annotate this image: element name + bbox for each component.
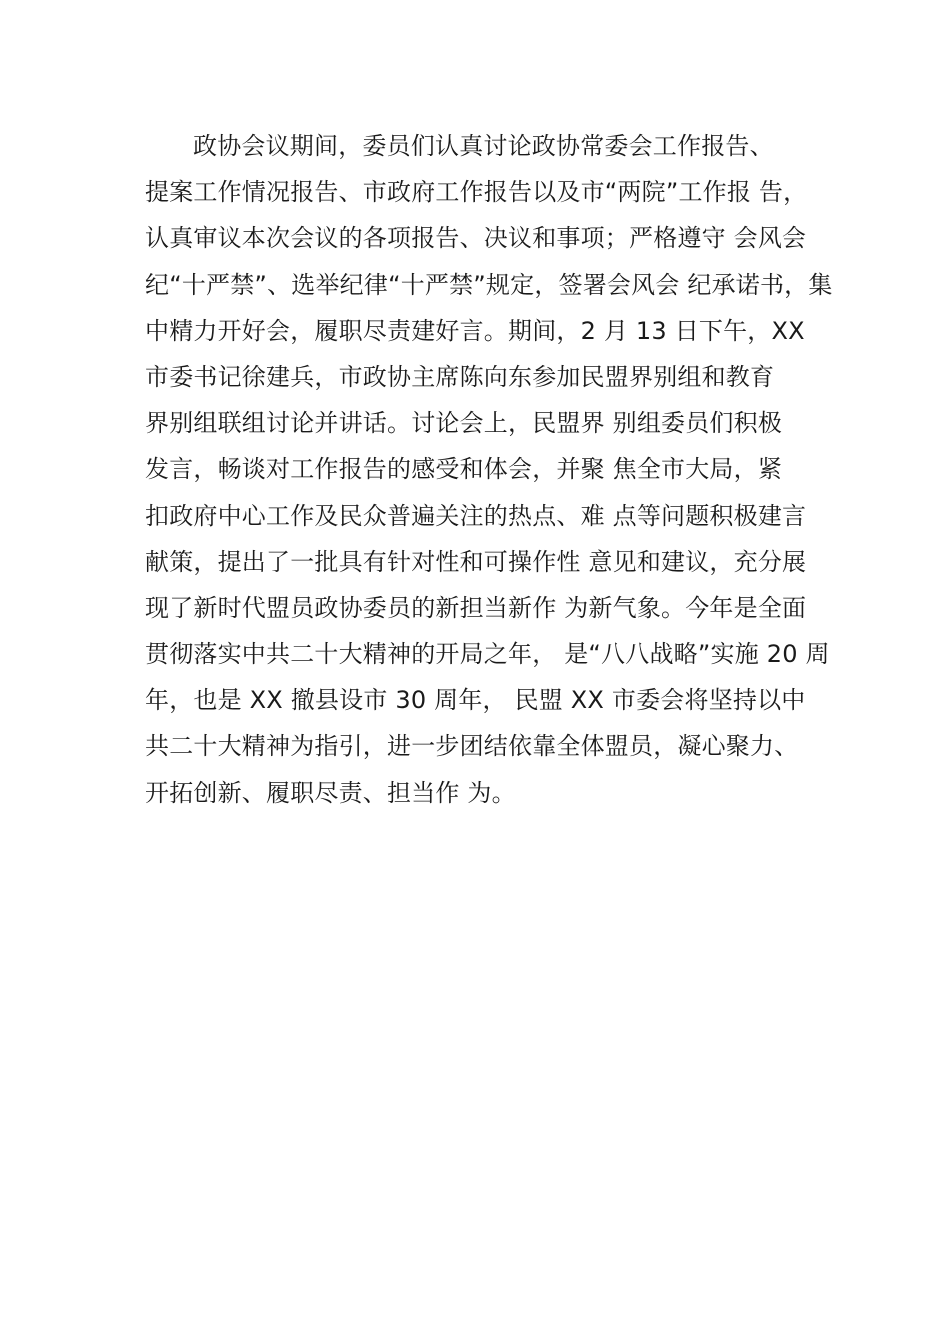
paragraph-line: 共二十大精神为指引，进一步团结依靠全体盟员，凝心聚力、 bbox=[145, 732, 799, 761]
body-paragraph bbox=[145, 123, 845, 816]
paragraph-line: 市委书记徐建兵，市政协主席陈向东参加民盟界别组和教育 bbox=[145, 362, 775, 391]
paragraph-line: 年，也是 XX 撤县设市 30 周年， 民盟 XX 市委会将坚持以中 bbox=[145, 686, 806, 715]
paragraph-line: 开拓创新、履职尽责、担当作 为。 bbox=[145, 778, 516, 807]
paragraph-line: 扣政府中心工作及民众普遍关注的热点、难 点等问题积极建言 bbox=[145, 501, 807, 530]
paragraph-line: 纪“十严禁”、选举纪律“十严禁”规定，签署会风会 纪承诺书，集 bbox=[145, 270, 833, 299]
paragraph-line: 中精力开好会，履职尽责建好言。期间，2 月 13 日下午，XX bbox=[145, 316, 805, 345]
paragraph-line: 发言，畅谈对工作报告的感受和体会，并聚 焦全市大局，紧 bbox=[145, 455, 783, 484]
paragraph-line: 献策，提出了一批具有针对性和可操作性 意见和建议，充分展 bbox=[145, 547, 807, 576]
paragraph-line: 提案工作情况报告、市政府工作报告以及市“两院”工作报 告， bbox=[145, 178, 808, 207]
paragraph-line: 贯彻落实中共二十大精神的开局之年， 是“八八战略”实施 20 周 bbox=[145, 640, 830, 669]
paragraph-line: 界别组联组讨论并讲话。讨论会上，民盟界 别组委员们积极 bbox=[145, 409, 783, 438]
paragraph-line: 政协会议期间，委员们认真讨论政协常委会工作报告、 bbox=[193, 132, 774, 160]
paragraph-line: 现了新时代盟员政协委员的新担当新作 为新气象。今年是全面 bbox=[145, 593, 807, 622]
paragraph-line: 认真审议本次会议的各项报告、决议和事项；严格遵守 会风会 bbox=[145, 224, 807, 253]
